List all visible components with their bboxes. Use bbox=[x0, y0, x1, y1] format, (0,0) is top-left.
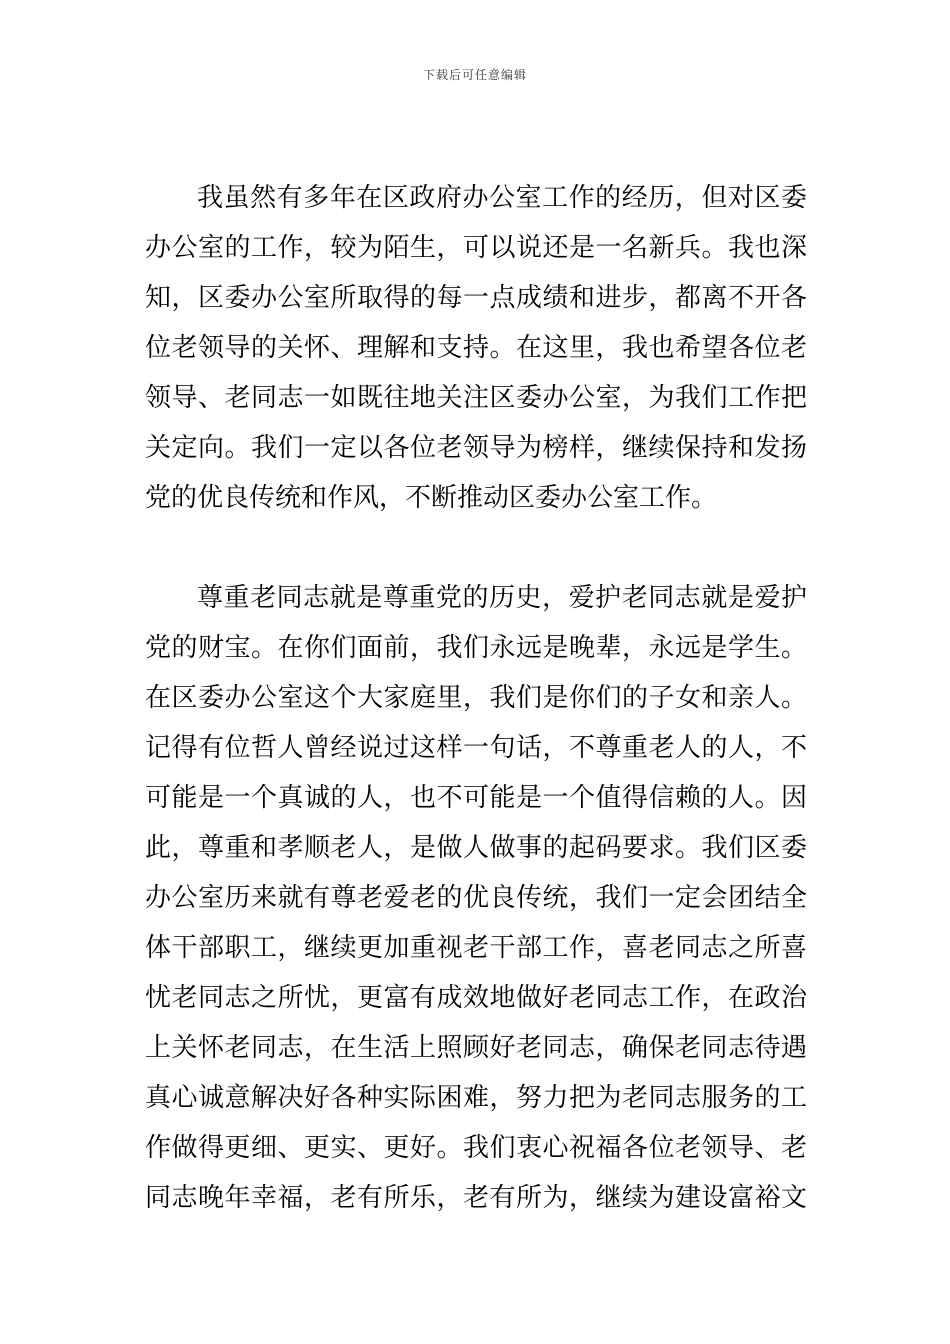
paragraph-line: 上关怀老同志，在生活上照顾好老同志，确保老同志待遇 bbox=[145, 1033, 807, 1063]
paragraph-line: 记得有位哲人曾经说过这样一句话，不尊重老人的人，不 bbox=[145, 733, 807, 763]
paragraph-line: 领导、老同志一如既往地关注区委办公室，为我们工作把 bbox=[145, 383, 807, 413]
paragraph-line: 真心诚意解决好各种实际困难，努力把为老同志服务的工 bbox=[145, 1083, 807, 1113]
paragraph-line: 体干部职工，继续更加重视老干部工作，喜老同志之所喜 bbox=[145, 933, 807, 963]
paragraph-line: 在区委办公室这个大家庭里，我们是你们的子女和亲人。 bbox=[145, 683, 807, 713]
paragraph-line: 关定向。我们一定以各位老领导为榜样，继续保持和发扬 bbox=[145, 433, 807, 463]
paragraph-line: 办公室的工作，较为陌生，可以说还是一名新兵。我也深 bbox=[145, 233, 807, 263]
paragraph-line: 知，区委办公室所取得的每一点成绩和进步，都离不开各 bbox=[145, 283, 807, 313]
paragraph-line: 党的财宝。在你们面前，我们永远是晚辈，永远是学生。 bbox=[145, 633, 807, 663]
header-note: 下载后可任意编辑 bbox=[422, 68, 527, 82]
paragraph-line: 作做得更细、更实、更好。我们衷心祝福各位老领导、老 bbox=[145, 1133, 807, 1163]
paragraph-line: 尊重老同志就是尊重党的历史，爱护老同志就是爱护 bbox=[197, 583, 807, 613]
paragraph-line: 位老领导的关怀、理解和支持。在这里，我也希望各位老 bbox=[145, 333, 807, 363]
paragraph-line: 忧老同志之所忧，更富有成效地做好老同志工作，在政治 bbox=[145, 983, 807, 1013]
paragraph-line: 我虽然有多年在区政府办公室工作的经历，但对区委 bbox=[197, 183, 807, 213]
paragraph-line: 办公室历来就有尊老爱老的优良传统，我们一定会团结全 bbox=[145, 883, 807, 913]
paragraph-line: 可能是一个真诚的人，也不可能是一个值得信赖的人。因 bbox=[145, 783, 807, 813]
paragraph-line: 此，尊重和孝顺老人，是做人做事的起码要求。我们区委 bbox=[145, 833, 807, 863]
paragraph-2 bbox=[145, 573, 807, 1223]
paragraph-1 bbox=[145, 173, 807, 523]
paragraph-line: 同志晚年幸福，老有所乐，老有所为，继续为建设富裕文 bbox=[145, 1183, 807, 1213]
paragraph-line: 党的优良传统和作风，不断推动区委办公室工作。 bbox=[145, 483, 718, 513]
